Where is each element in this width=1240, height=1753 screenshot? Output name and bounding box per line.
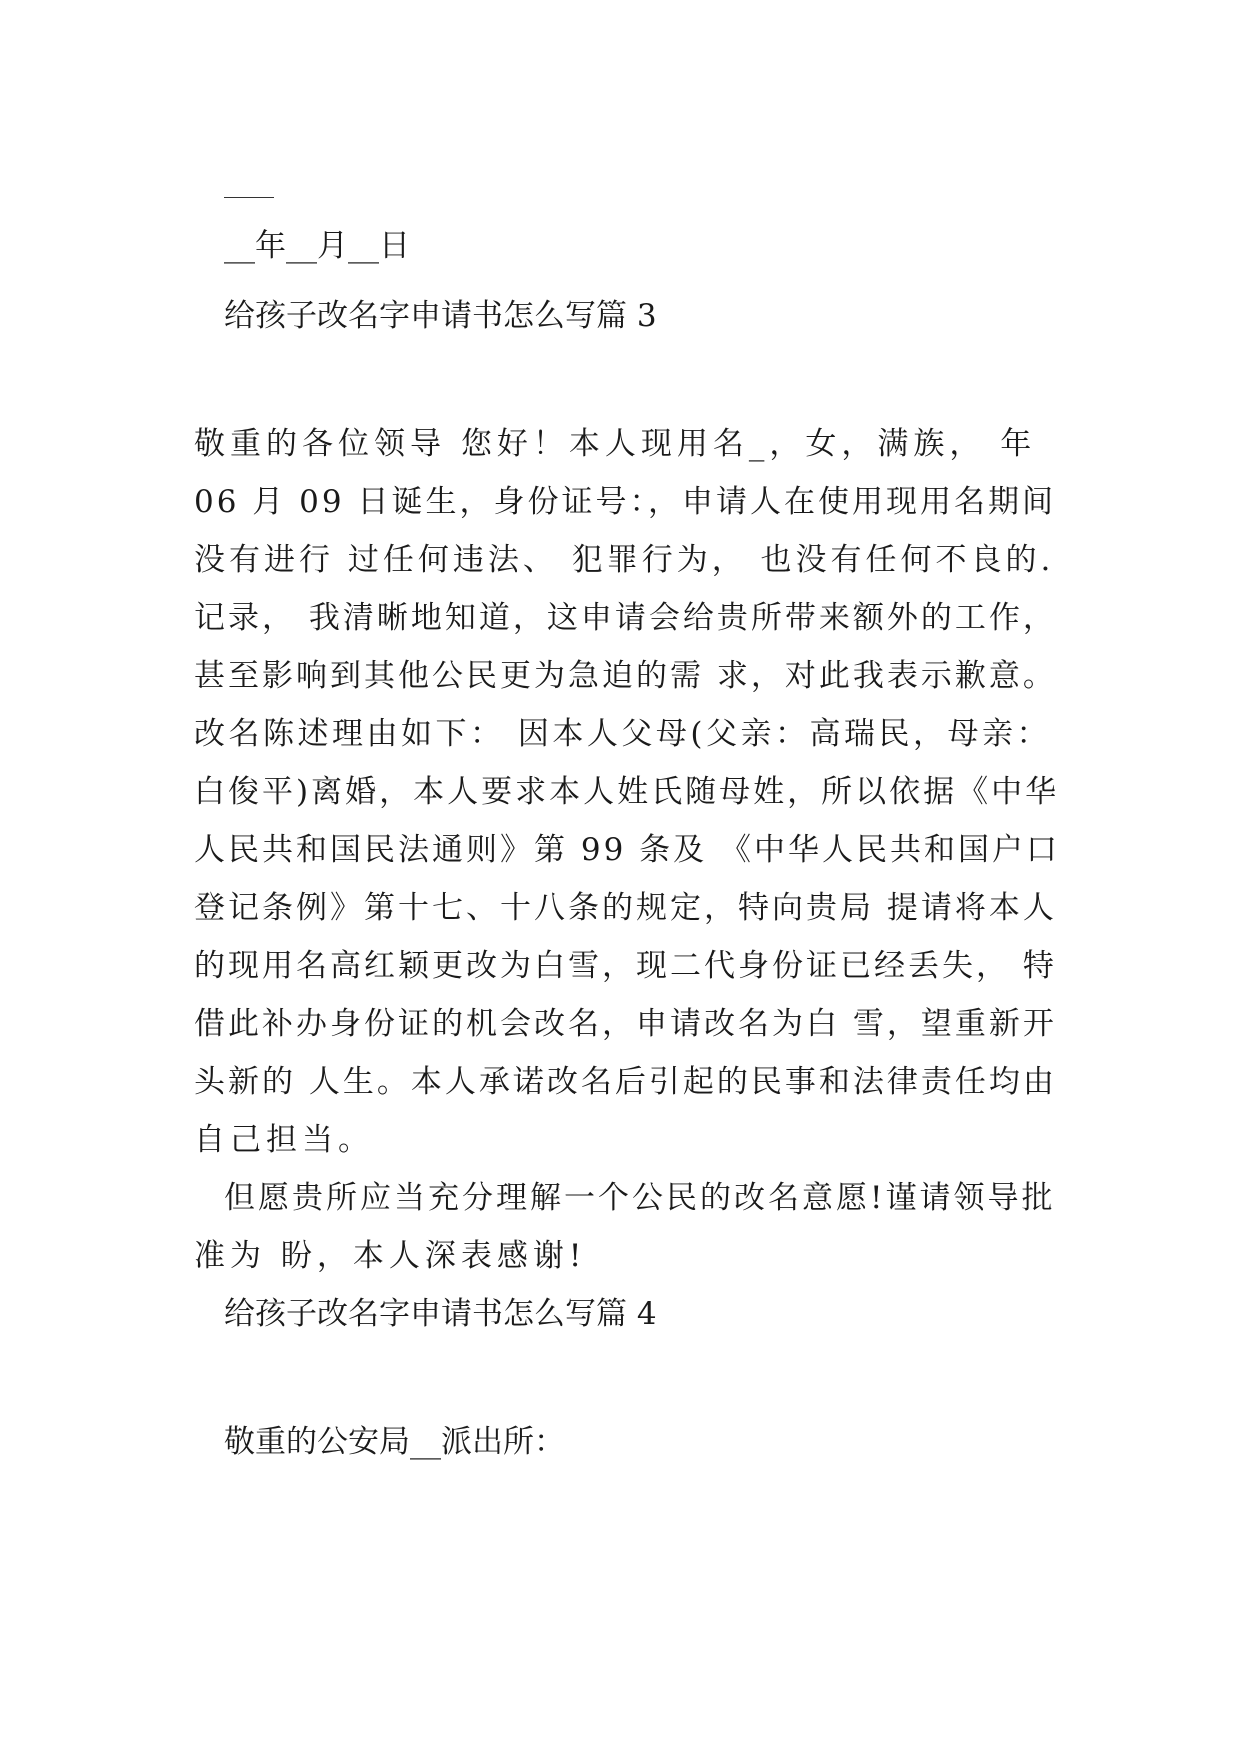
section4-salutation: 敬重的公安局__派出所： [224, 1424, 565, 1460]
section3-title: 给孩子改名字申请书怎么写篇 3 [224, 298, 657, 334]
paragraph-line: 但愿贵所应当充分理解一个公民的改名意愿!谨请领导批 [224, 1180, 1056, 1216]
paragraph-line: 登记条例》第十七、十八条的规定，特向贵局 提请将本人 [194, 890, 1057, 926]
section4-title: 给孩子改名字申请书怎么写篇 4 [224, 1296, 657, 1332]
paragraph-line: 记录， 我清晰地知道，这申请会给贵所带来额外的工作， [194, 600, 1057, 636]
paragraph-line: 没有进行 过任何违法、 犯罪行为， 也没有任何不良的. [194, 542, 1055, 578]
signature-underline [224, 197, 274, 198]
paragraph-line: 甚至影响到其他公民更为急迫的需 求，对此我表示歉意。 [194, 658, 1057, 694]
paragraph-line: 敬重的各位领导 您好！本人现用名_，女，满族， 年 [194, 426, 1037, 462]
paragraph-line: 借此补办身份证的机会改名，申请改名为白 雪，望重新开 [194, 1006, 1057, 1042]
paragraph-line: 人民共和国民法通则》第 99 条及 《中华人民共和国户口 [194, 832, 1061, 868]
paragraph-line: 的现用名高红颖更改为白雪，现二代身份证已经丢失， 特 [194, 948, 1057, 984]
paragraph-line: 改名陈述理由如下： 因本人父母(父亲：高瑞民，母亲： [194, 716, 1051, 752]
date-line: __年__月__日 [224, 228, 410, 264]
paragraph-line: 头新的 人生。本人承诺改名后引起的民事和法律责任均由 [194, 1064, 1057, 1100]
paragraph-line: 06 月 09 日诞生，身份证号：，申请人在使用现用名期间 [194, 484, 1056, 520]
paragraph-line: 准为 盼，本人深表感谢! [194, 1238, 587, 1274]
paragraph-line: 白俊平)离婚，本人要求本人姓氏随母姓，所以依据《中华 [194, 774, 1060, 810]
paragraph-line: 自己担当。 [194, 1122, 374, 1158]
